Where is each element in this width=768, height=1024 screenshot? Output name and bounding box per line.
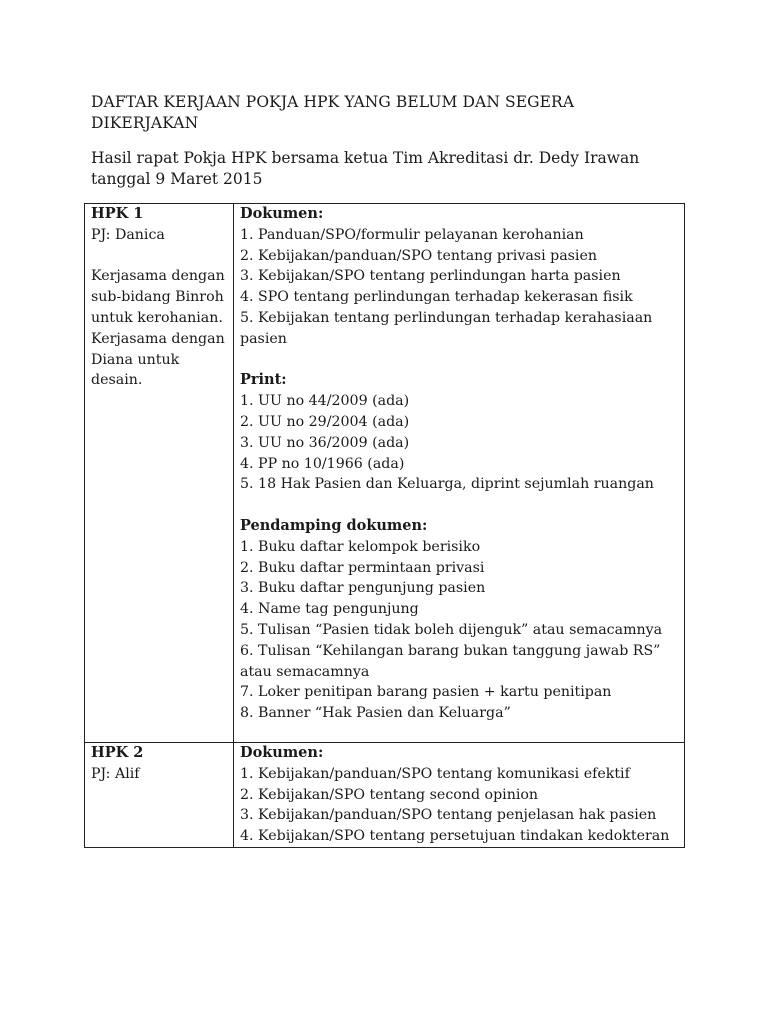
table-row-hpk2 bbox=[85, 742, 685, 847]
hpk1-note: Kerjasama dengan sub-bidang Binroh untuk kerohanian. bbox=[91, 268, 225, 326]
hpk2-pj: PJ: Alif bbox=[91, 765, 140, 782]
section-heading: Dokumen: bbox=[240, 205, 324, 222]
list-item: 1. Buku daftar kelompok berisiko bbox=[240, 538, 481, 555]
list-item: 2. UU no 29/2004 (ada) bbox=[240, 413, 410, 430]
hpk1-code: HPK 1 bbox=[91, 205, 144, 222]
list-item: 4. Name tag pengunjung bbox=[240, 601, 419, 618]
document-subtitle: Hasil rapat Pokja HPK bersama ketua Tim Akreditasi dr. Dedy Irawan tanggal 9 Maret 2015 bbox=[91, 149, 640, 188]
hpk2-info-cell bbox=[85, 742, 234, 847]
section-heading: Print: bbox=[240, 371, 287, 389]
list-item: 8. Banner “Hak Pasien dan Keluarga” bbox=[240, 705, 511, 722]
hpk1-note: Kerjasama dengan Diana untuk desain. bbox=[91, 330, 225, 389]
hpk1-info-cell bbox=[85, 204, 234, 743]
list-item: 4. PP no 10/1966 (ada) bbox=[240, 455, 405, 472]
hpk2-code: HPK 2 bbox=[91, 743, 144, 761]
list-item: 7. Loker penitipan barang pasien + kartu penitipan bbox=[240, 684, 612, 701]
list-item: 1. UU no 44/2009 (ada) bbox=[240, 393, 410, 410]
task-table bbox=[84, 203, 685, 848]
list-item: 2. Buku daftar permintaan privasi bbox=[240, 559, 485, 576]
list-item: 3. Buku daftar pengunjung pasien bbox=[240, 580, 486, 597]
section-heading: Dokumen: bbox=[240, 743, 324, 761]
list-item: 3. Kebijakan/panduan/SPO tentang penjelasan hak pasien bbox=[240, 807, 657, 824]
hpk1-pj: PJ: Danica bbox=[91, 226, 165, 243]
list-item: 6. Tulisan “Kehilangan barang bukan tanggung jawab RS” atau semacamnya bbox=[240, 642, 661, 680]
table-row-hpk1 bbox=[85, 204, 685, 743]
list-item: 5. 18 Hak Pasien dan Keluarga, diprint sejumlah ruangan bbox=[240, 476, 654, 493]
list-item: 2. Kebijakan/SPO tentang second opinion bbox=[240, 786, 539, 803]
list-item: 1. Kebijakan/panduan/SPO tentang komunikasi efektif bbox=[240, 765, 630, 782]
hpk1-tasks-cell bbox=[234, 204, 685, 743]
section-heading: Pendamping dokumen: bbox=[240, 516, 428, 534]
list-item: 4. SPO tentang perlindungan terhadap kekerasan fisik bbox=[240, 289, 633, 306]
document-title: DAFTAR KERJAAN POKJA HPK YANG BELUM DAN SEGERA DIKERJAKAN bbox=[91, 93, 575, 132]
list-item: 3. Kebijakan/SPO tentang perlindungan harta pasien bbox=[240, 268, 621, 285]
hpk2-tasks-cell bbox=[234, 742, 685, 847]
list-item: 2. Kebijakan/panduan/SPO tentang privasi pasien bbox=[240, 247, 598, 264]
list-item: 5. Tulisan “Pasien tidak boleh dijenguk” atau semacamnya bbox=[240, 621, 663, 638]
list-item: 1. Panduan/SPO/formulir pelayanan kerohanian bbox=[240, 226, 584, 243]
list-item: 4. Kebijakan/SPO tentang persetujuan tindakan kedokteran bbox=[240, 828, 670, 845]
list-item: 5. Kebijakan tentang perlindungan terhadap kerahasiaan pasien bbox=[240, 309, 653, 347]
list-item: 3. UU no 36/2009 (ada) bbox=[240, 434, 410, 451]
